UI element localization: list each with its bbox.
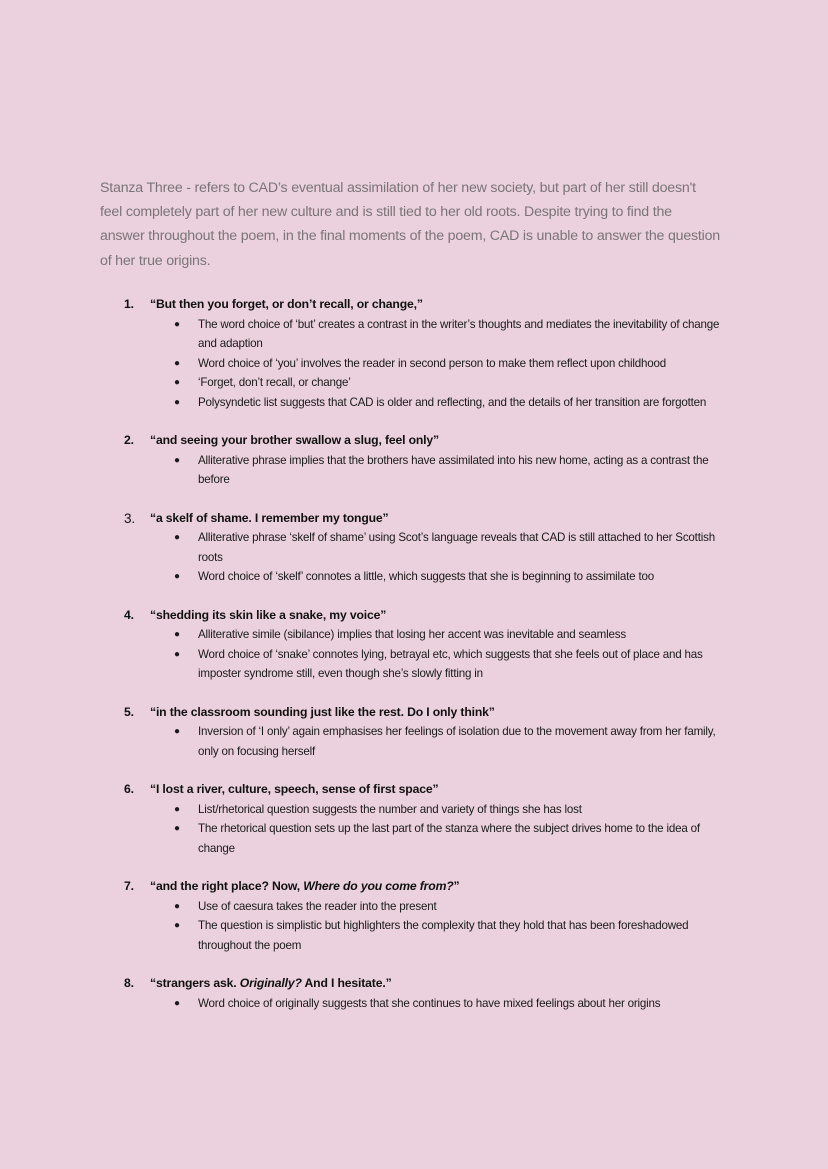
list-item bbox=[124, 431, 744, 490]
bullet-point bbox=[124, 800, 744, 820]
bullet-list bbox=[124, 800, 744, 859]
quote-text bbox=[150, 606, 386, 626]
bullet-point bbox=[124, 994, 744, 1014]
item-number: 4. bbox=[124, 607, 134, 622]
quote-heading bbox=[124, 974, 744, 994]
bullet-point bbox=[124, 916, 744, 955]
quote-text bbox=[150, 703, 495, 723]
bullet-point bbox=[124, 354, 744, 374]
quote-heading bbox=[124, 877, 744, 897]
list-item bbox=[124, 780, 744, 858]
list-item bbox=[124, 606, 744, 684]
bullet-point bbox=[124, 645, 744, 684]
quote-text bbox=[150, 431, 439, 451]
quote-segment: “and seeing your brother swallow a slug, feel only” bbox=[150, 433, 439, 447]
bullet-point bbox=[124, 819, 744, 858]
bullet-icon: ● bbox=[174, 920, 180, 931]
bullet-text: Alliterative phrase ‘skelf of shame’ using Scot’s language reveals that CAD is still attached to her Scottish roots bbox=[198, 531, 715, 564]
quote-segment: ” bbox=[453, 879, 460, 893]
quote-segment: “I lost a river, culture, speech, sense of first space” bbox=[150, 782, 439, 796]
list-item bbox=[124, 703, 744, 762]
bullet-icon: ● bbox=[174, 997, 180, 1009]
bullet-icon: ● bbox=[174, 726, 180, 737]
bullet-icon: ● bbox=[174, 823, 180, 834]
bullet-point bbox=[124, 567, 744, 587]
quote-heading bbox=[124, 780, 744, 800]
quote-heading bbox=[124, 606, 744, 626]
bullet-point bbox=[124, 528, 744, 567]
quote-segment: And I hesitate.” bbox=[301, 976, 392, 990]
bullet-list bbox=[124, 625, 744, 684]
list-item bbox=[124, 295, 744, 412]
item-number: 6. bbox=[124, 782, 134, 796]
bullet-text: Word choice of ‘you’ involves the reader in second person to make them reflect upon childhood bbox=[198, 356, 666, 370]
bullet-text: List/rhetorical question suggests the number and variety of things she has lost bbox=[198, 802, 582, 816]
bullet-point bbox=[124, 722, 744, 761]
item-number: 7. bbox=[124, 879, 134, 893]
quote-text bbox=[150, 780, 438, 800]
quote-text bbox=[150, 974, 392, 994]
item-number: 3. bbox=[124, 510, 135, 526]
quote-text bbox=[150, 295, 423, 315]
bullet-point bbox=[124, 373, 744, 393]
quote-segment: “But then you forget, or don’t recall, or change,” bbox=[150, 297, 423, 311]
item-number: 1. bbox=[124, 297, 134, 311]
bullet-text: Use of caesura takes the reader into the present bbox=[198, 899, 437, 913]
quote-heading bbox=[124, 295, 744, 315]
quote-heading bbox=[124, 509, 744, 529]
bullet-point bbox=[124, 451, 744, 490]
bullet-text: Polysyndetic list suggests that CAD is older and reflecting, and the details of her transition are forgotten bbox=[198, 395, 707, 409]
bullet-icon: ● bbox=[174, 396, 180, 408]
bullet-list bbox=[124, 994, 744, 1014]
bullet-text: The question is simplistic but highlighters the complexity that they hold that has been foreshadowed throughout the poem bbox=[198, 919, 689, 952]
quote-heading bbox=[124, 431, 744, 451]
bullet-icon: ● bbox=[174, 532, 180, 543]
bullet-list bbox=[124, 897, 744, 956]
quote-segment: “shedding its skin like a snake, my voice” bbox=[150, 607, 387, 622]
bullet-point bbox=[124, 625, 744, 645]
list-item bbox=[124, 974, 744, 1013]
bullet-icon: ● bbox=[174, 803, 180, 815]
bullet-list bbox=[124, 722, 744, 761]
bullet-point bbox=[124, 315, 744, 354]
quote-text bbox=[150, 509, 389, 529]
item-number: 2. bbox=[124, 433, 134, 447]
bullet-list bbox=[124, 315, 744, 413]
quote-segment: Where do you come from? bbox=[303, 879, 454, 893]
list-item bbox=[124, 509, 744, 587]
item-number: 8. bbox=[124, 976, 134, 990]
bullet-list bbox=[124, 451, 744, 490]
bullet-point bbox=[124, 897, 744, 917]
bullet-text: Word choice of originally suggests that she continues to have mixed feelings about her origins bbox=[198, 996, 661, 1010]
bullet-text: Alliterative simile (sibilance) implies that losing her accent was inevitable and seamless bbox=[198, 628, 626, 641]
bullet-list bbox=[124, 528, 744, 587]
quote-segment: “a skelf of shame. I remember my tongue” bbox=[150, 510, 389, 525]
item-number: 5. bbox=[124, 704, 134, 719]
quote-segment: “in the classroom sounding just like the rest. Do I only think” bbox=[150, 704, 495, 719]
quote-heading bbox=[124, 703, 744, 723]
bullet-icon: ● bbox=[174, 571, 180, 582]
bullet-icon: ● bbox=[174, 357, 180, 369]
bullet-icon: ● bbox=[174, 377, 180, 388]
intro-paragraph: Stanza Three - refers to CAD’s eventual assimilation of her new society, but part of her still doesn't feel completely part of her new culture and is still tied to her old roots. Despite trying to find the answer throughout the poem, in the final moments of the poem, CAD is unable to answer the question of her true origins. bbox=[100, 180, 720, 269]
bullet-icon: ● bbox=[174, 648, 180, 660]
bullet-text: The word choice of ‘but’ creates a contrast in the writer’s thoughts and mediates the inevitability of change and adaption bbox=[198, 317, 720, 350]
quote-analysis-list bbox=[124, 295, 744, 1032]
quote-segment: “strangers ask. bbox=[150, 976, 240, 990]
list-item bbox=[124, 877, 744, 955]
bullet-text: Alliterative phrase implies that the brothers have assimilated into his new home, acting as a contrast the before bbox=[198, 453, 709, 486]
bullet-point bbox=[124, 393, 744, 413]
bullet-icon: ● bbox=[174, 454, 180, 466]
bullet-icon: ● bbox=[174, 629, 180, 640]
bullet-icon: ● bbox=[174, 900, 180, 912]
bullet-icon: ● bbox=[174, 318, 180, 330]
bullet-text: Word choice of ‘snake’ connotes lying, betrayal etc, which suggests that she feels out of place and has imposter syndrome still, even though she’s slowly fitting in bbox=[198, 647, 703, 680]
quote-segment: Originally? bbox=[239, 976, 302, 990]
quote-text bbox=[150, 877, 460, 897]
bullet-text: ‘Forget, don’t recall, or change’ bbox=[198, 376, 351, 389]
bullet-text: Word choice of ‘skelf’ connotes a little, which suggests that she is beginning to assimilate too bbox=[198, 570, 654, 583]
bullet-text: The rhetorical question sets up the last part of the stanza where the subject drives home to the idea of change bbox=[198, 822, 700, 855]
bullet-text: Inversion of ‘I only’ again emphasises her feelings of isolation due to the movement away from her family, only on focusing herself bbox=[198, 725, 716, 758]
quote-segment: “and the right place? Now, bbox=[150, 879, 304, 893]
